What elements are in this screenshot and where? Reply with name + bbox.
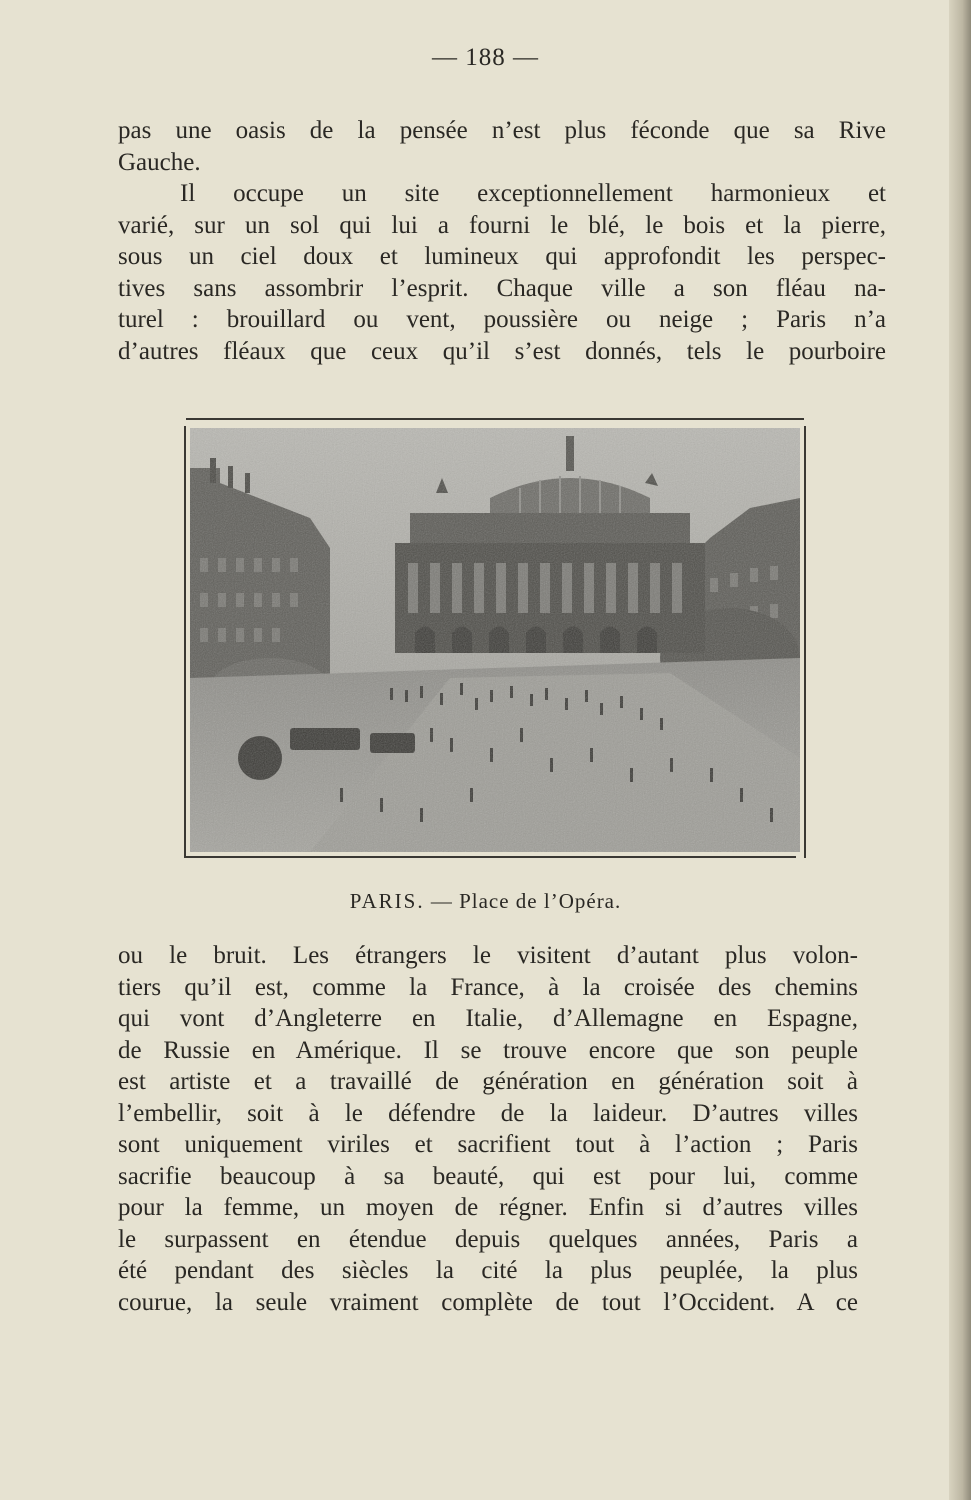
opera-illustration: [190, 428, 800, 852]
text-block-bottom: [118, 940, 858, 1318]
text-line: qui vont d’Angleterre en Italie, d’Allemagne en Espagne,: [118, 1005, 858, 1032]
page-number: — 188 —: [432, 44, 539, 71]
text-line: sacrifie beaucoup à sa beauté, qui est pour lui, comme: [118, 1162, 858, 1190]
text-line: turel : brouillard ou vent, poussière ou neige ; Paris n’a: [118, 306, 886, 333]
text-line: tiers qu’il est, comme la France, à la croisée des chemins: [118, 973, 858, 1001]
text-line: sont uniquement viriles et sacrifient tout à l’action ; Paris: [118, 1131, 858, 1158]
figure-caption: [0, 889, 971, 914]
text-line: ou le bruit. Les étrangers le visitent d’autant plus volon-: [118, 942, 858, 969]
text-line: courue, la seule vraiment complète de tout l’Occident. A ce: [118, 1288, 858, 1316]
text-line: Il occupe un site exceptionnellement harmonieux et: [180, 180, 886, 207]
text-line: sous un ciel doux et lumineux qui approfondit les perspec-: [118, 243, 886, 270]
opera-photograph: [190, 428, 800, 852]
text-line: pas une oasis de la pensée n’est plus féconde que sa Rive: [118, 117, 886, 144]
frame-rule: [184, 426, 186, 858]
text-line: d’autres fléaux que ceux qu’il s’est donnés, tels le pourboire: [118, 337, 886, 365]
text-line: le surpassent en étendue depuis quelques années, Paris a: [118, 1225, 858, 1253]
page-edge: [949, 0, 971, 1500]
frame-rule: [804, 426, 806, 858]
text-line: est artiste et a travaillé de génération en génération soit à: [118, 1068, 858, 1095]
text-line: été pendant des siècles la cité la plus peuplée, la plus: [118, 1257, 858, 1284]
figure-frame: [184, 418, 806, 858]
frame-rule: [186, 418, 804, 420]
text-line: de Russie en Amérique. Il se trouve encore que son peuple: [118, 1036, 858, 1064]
text-block-top: [118, 115, 886, 367]
text-line: Gauche.: [118, 148, 201, 176]
frame-rule: [184, 856, 796, 858]
text-line: varié, sur un sol qui lui a fourni le blé, le bois et la pierre,: [118, 211, 886, 239]
text-line: tives sans assombrir l’esprit. Chaque ville a son fléau na-: [118, 274, 886, 302]
caption-place: PARIS.: [349, 889, 425, 913]
caption-text: — Place de l’Opéra.: [424, 889, 622, 913]
text-line: pour la femme, un moyen de régner. Enfin si d’autres villes: [118, 1194, 858, 1221]
text-line: l’embellir, soit à le défendre de la laideur. D’autres villes: [118, 1099, 858, 1127]
